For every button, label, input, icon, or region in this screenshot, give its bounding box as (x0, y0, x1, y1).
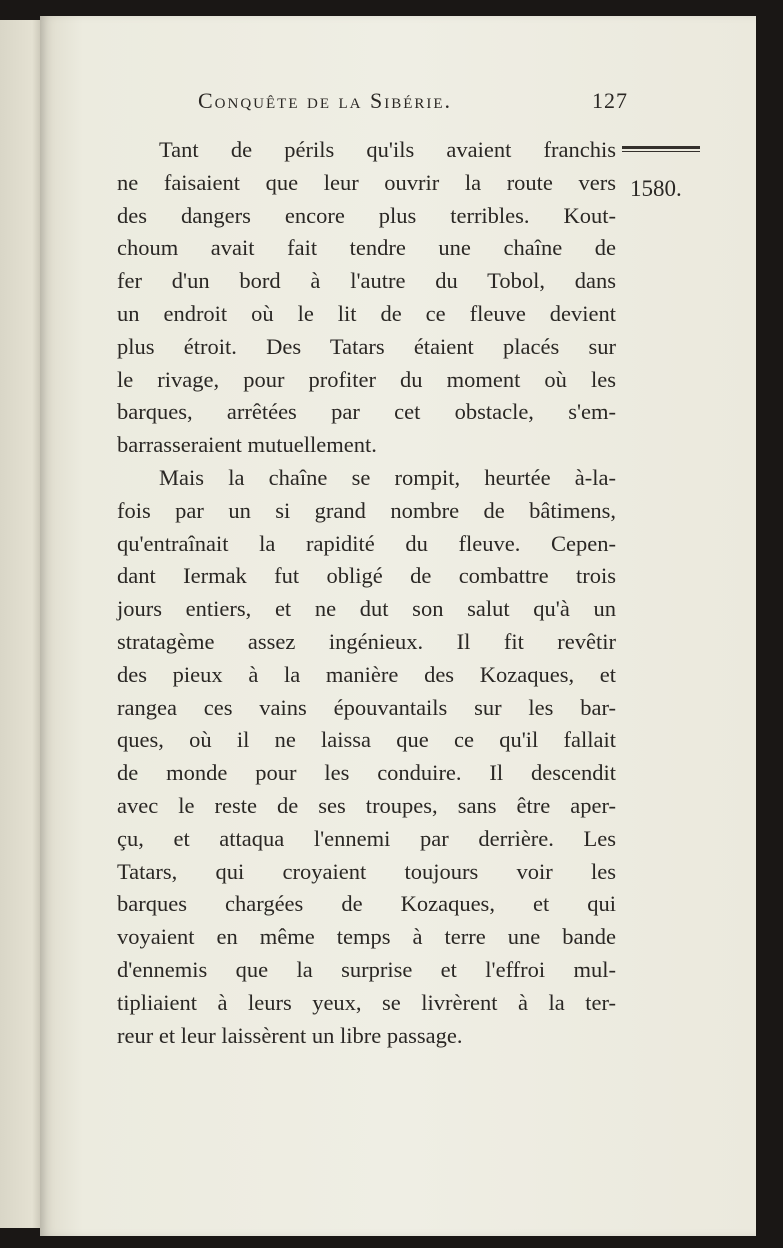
text-line: ques, où il ne laissa que ce qu'il fallait (117, 727, 616, 753)
text-line: dant Iermak fut obligé de combattre trois (117, 563, 616, 589)
margin-rule (622, 146, 700, 156)
text-line: fois par un si grand nombre de bâtimens, (117, 497, 616, 523)
running-head (198, 88, 628, 122)
page-number: 127 (592, 88, 628, 113)
text-line: voyaient en même temps à terre une bande (117, 924, 616, 950)
text-line: choum avait fait tendre une chaîne de (117, 235, 616, 261)
text-line: çu, et attaqua l'ennemi par derrière. Les (117, 825, 616, 851)
text-line: barques chargées de Kozaques, et qui (117, 891, 616, 917)
text-line: stratagème assez ingénieux. Il fit revêtir (117, 628, 616, 654)
text-line: Tatars, qui croyaient toujours voir les (117, 858, 616, 884)
text-line: qu'entraînait la rapidité du fleuve. Cepen- (117, 530, 616, 556)
running-title: Conquête de la Sibérie. (198, 88, 453, 113)
text-line: des dangers encore plus terribles. Kout- (117, 202, 616, 228)
text-line: barrasseraient mutuellement. (117, 432, 377, 458)
text-line: Mais la chaîne se rompit, heurtée à-la- (159, 464, 616, 490)
text-line: fer d'un bord à l'autre du Tobol, dans (117, 268, 616, 294)
body-text (117, 134, 616, 1052)
text-line: plus étroit. Des Tatars étaient placés sur (117, 333, 616, 359)
text-line: le rivage, pour profiter du moment où les (117, 366, 616, 392)
text-line: d'ennemis que la surprise et l'effroi mul- (117, 956, 616, 982)
margin-year: 1580. (630, 176, 682, 201)
text-line: jours entiers, et ne dut son salut qu'à un (117, 596, 616, 622)
text-line: Tant de périls qu'ils avaient franchis (159, 137, 616, 162)
text-line: reur et leur laissèrent un libre passage. (117, 1022, 463, 1048)
text-line: rangea ces vains épouvantails sur les bar- (117, 694, 616, 720)
text-line: barques, arrêtées par cet obstacle, s'em- (117, 399, 616, 425)
paragraph-1 (117, 134, 616, 462)
paragraph-2 (117, 462, 616, 1052)
text-line: des pieux à la manière des Kozaques, et (117, 661, 616, 687)
text-line: de monde pour les conduire. Il descendit (117, 760, 616, 786)
text-line: ne faisaient que leur ouvrir la route vers (117, 169, 616, 195)
text-line: tipliaient à leurs yeux, se livrèrent à la ter- (117, 989, 616, 1015)
text-line: avec le reste de ses troupes, sans être aper- (117, 792, 616, 818)
text-line: un endroit où le lit de ce fleuve devient (117, 300, 616, 326)
